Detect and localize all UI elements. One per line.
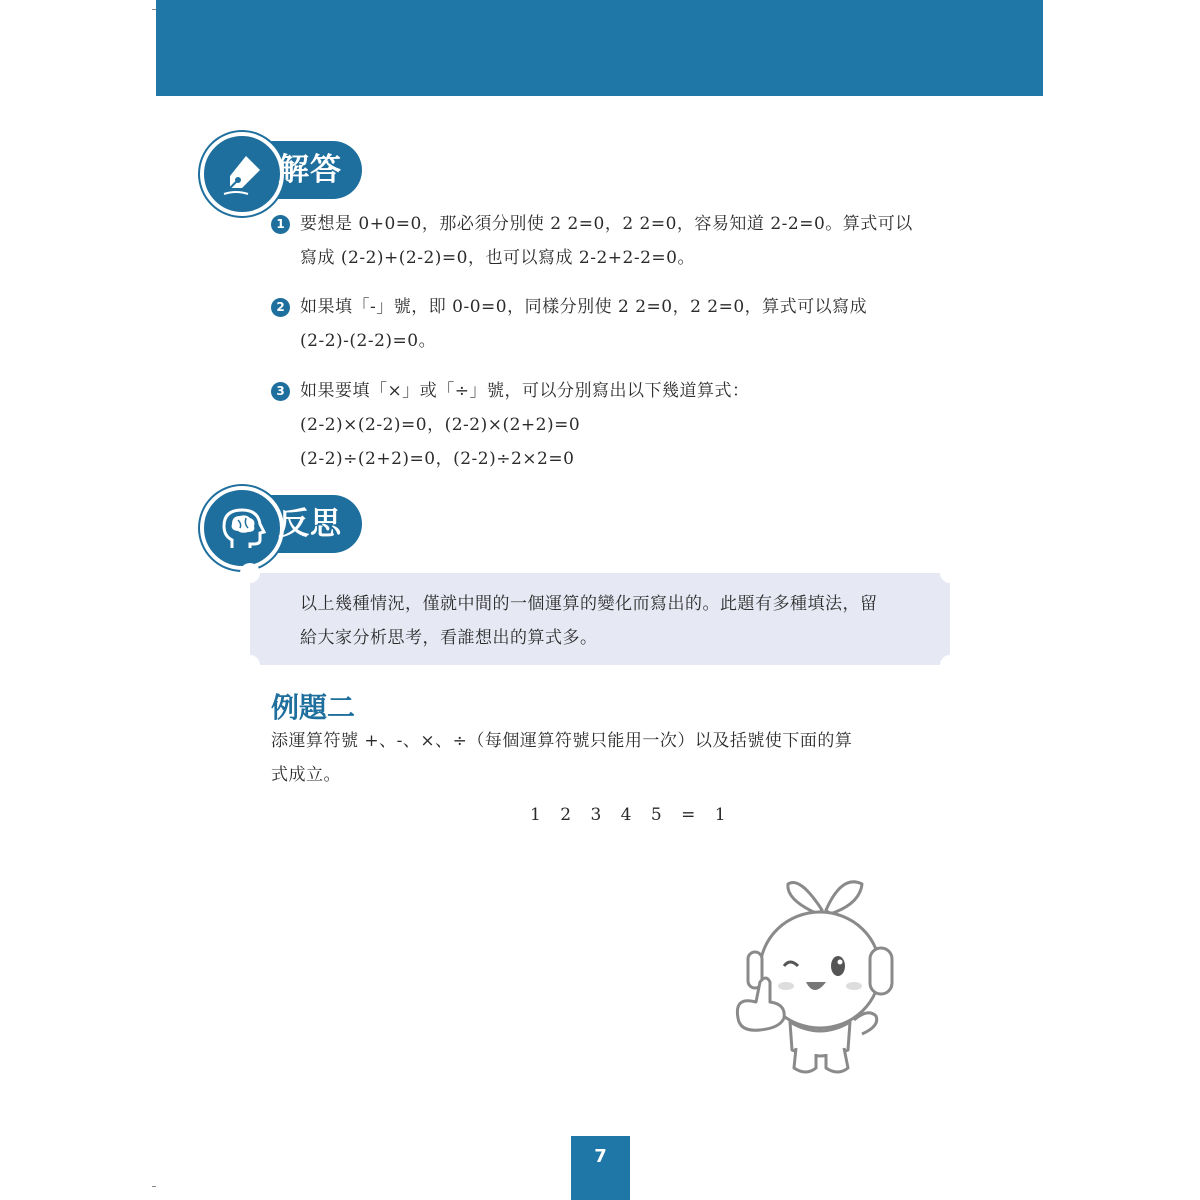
item-number-2: 2 bbox=[271, 298, 290, 317]
answer-1-line-2: 寫成 (2-2)+(2-2)=0，也可以寫成 2-2+2-2=0。 bbox=[300, 248, 695, 268]
pen-nib-icon bbox=[200, 132, 284, 216]
example-equation: 1 2 3 4 5 = 1 bbox=[530, 805, 726, 825]
example-title: 例題二 bbox=[271, 691, 356, 724]
example-line-1: 添運算符號 +、-、×、÷（每個運算符號只能用一次）以及括號使下面的算 bbox=[271, 731, 853, 751]
page-number: 7 bbox=[594, 1146, 607, 1167]
answer-2-line-2: (2-2)-(2-2)=0。 bbox=[300, 331, 437, 351]
crop-mark bbox=[152, 9, 156, 10]
item-number-1: 1 bbox=[271, 215, 290, 234]
answer-3-line-3: (2-2)÷(2+2)=0，(2-2)÷2×2=0 bbox=[300, 449, 575, 469]
page-number-box bbox=[571, 1136, 630, 1200]
answer-2-line-1: 如果填「-」號，即 0-0=0，同樣分別使 2 2=0，2 2=0，算式可以寫成 bbox=[300, 297, 868, 317]
brain-head-icon bbox=[200, 486, 284, 570]
sprout-mascot-icon bbox=[730, 870, 910, 1080]
answer-1-line-1: 要想是 0+0=0，那必須分別使 2 2=0，2 2=0，容易知道 2-2=0。算式可以 bbox=[300, 214, 913, 234]
reflection-section-title: 反思 bbox=[278, 506, 342, 542]
example-line-2: 式成立。 bbox=[271, 765, 341, 785]
answer-3-line-2: (2-2)×(2-2)=0，(2-2)×(2+2)=0 bbox=[300, 415, 581, 435]
crop-mark bbox=[152, 1186, 156, 1187]
reflection-box bbox=[250, 573, 950, 665]
reflection-line-1: 以上幾種情況，僅就中間的一個運算的變化而寫出的。此題有多種填法，留 bbox=[300, 594, 878, 614]
answer-section-title: 解答 bbox=[278, 152, 342, 188]
header-band bbox=[156, 0, 1043, 96]
item-number-3: 3 bbox=[271, 382, 290, 401]
answer-3-line-1: 如果要填「×」或「÷」號，可以分別寫出以下幾道算式： bbox=[300, 381, 750, 401]
reflection-line-2: 給大家分析思考，看誰想出的算式多。 bbox=[300, 628, 598, 648]
